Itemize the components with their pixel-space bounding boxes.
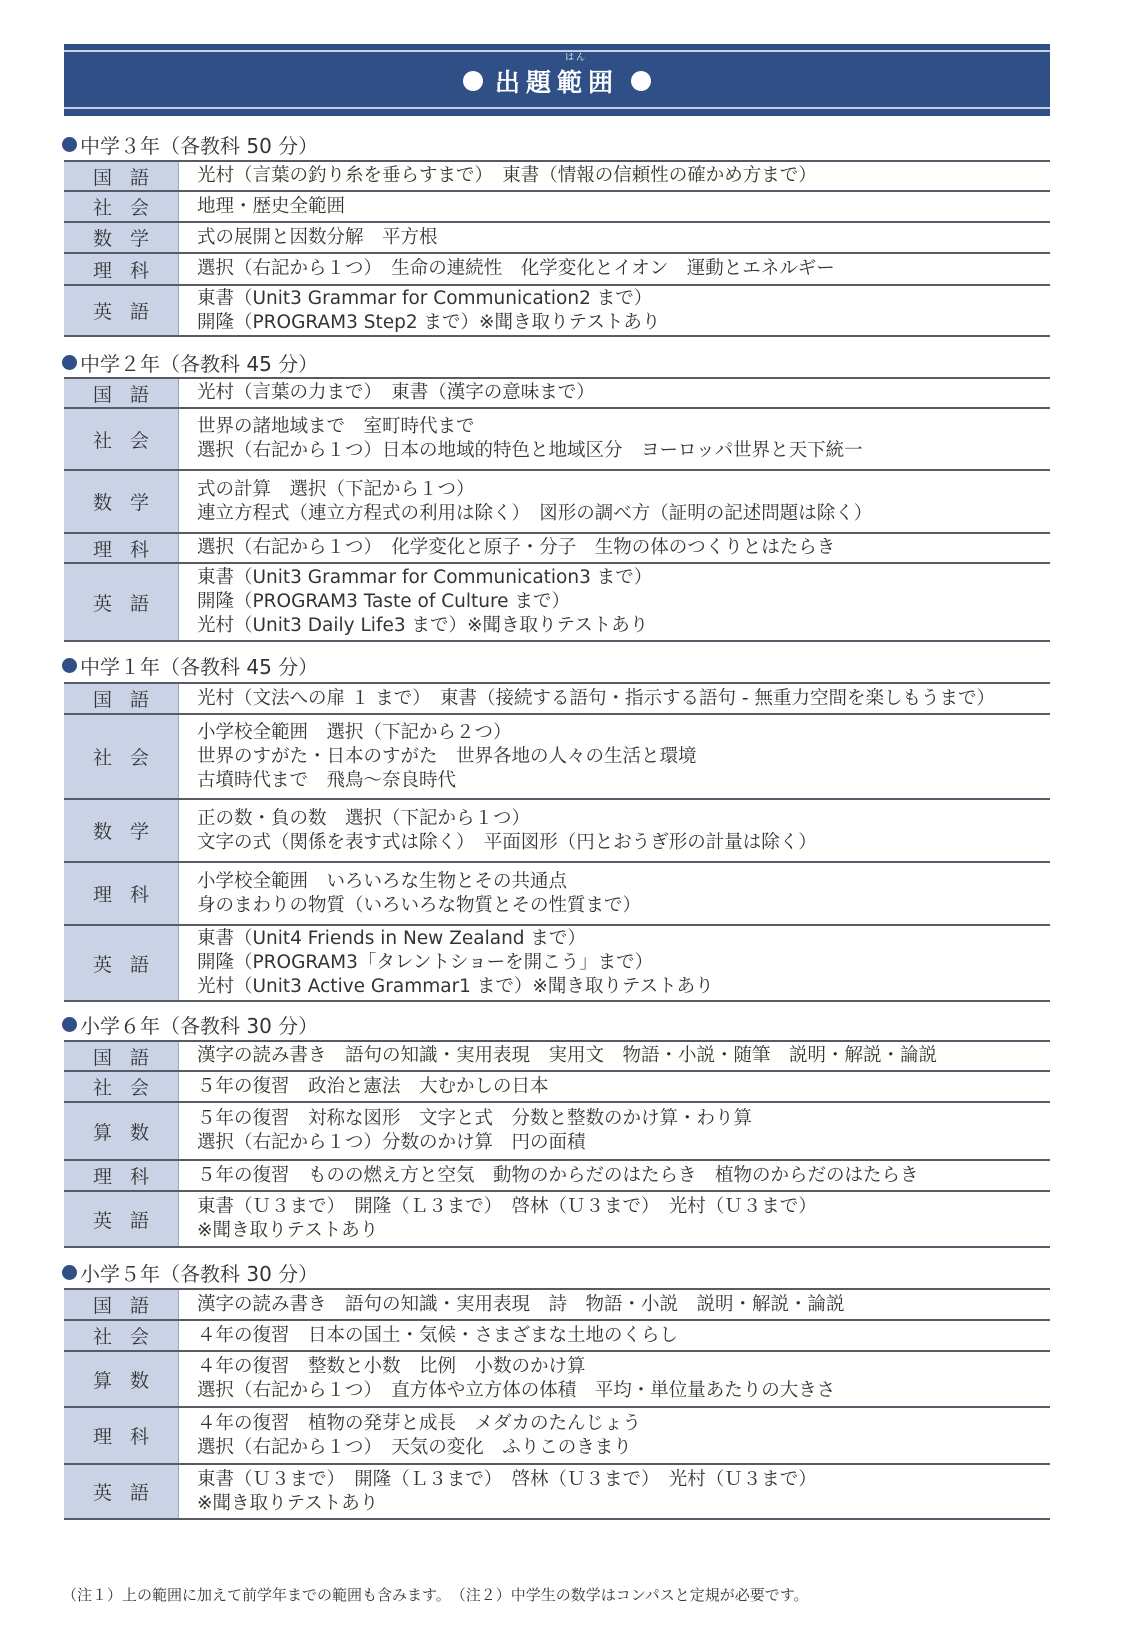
content-line: 選択（右記から１つ） 生命の連続性 化学変化とイオン 運動とエネルギー (197, 258, 835, 279)
footnotes: （注１）上の範囲に加えて前学年までの範囲も含みます。 （注２）中学生の数学はコンパスと定規が必要です。 (62, 1586, 809, 1604)
table-row (64, 861, 1050, 924)
content-cell (179, 534, 1050, 562)
page-title-text: 出題範囲 (494, 68, 619, 97)
bullet-dot-icon (631, 71, 651, 91)
content-cell (179, 1321, 1050, 1350)
content-line: 選択（右記から１つ） 天気の変化 ふりこのきまり (197, 1436, 632, 1458)
table-row (64, 798, 1050, 861)
table-row (64, 1190, 1050, 1248)
content-cell (179, 379, 1050, 407)
section-heading-text: 小学５年（各教科 30 分） (80, 1261, 319, 1286)
subject-cell: 理科 (64, 1408, 179, 1463)
content-cell (179, 162, 1050, 190)
content-line: ※聞き取りテストあり (197, 1492, 379, 1514)
subject-cell: 社会 (64, 1072, 179, 1101)
content-line: 東書（Unit3 Grammar for Communication2 まで） (197, 287, 653, 309)
table-row (64, 1463, 1050, 1520)
table-row (64, 190, 1050, 221)
subject-cell: 英語 (64, 1465, 179, 1518)
bullet-circle-icon (62, 1265, 77, 1280)
content-line: 正の数・負の数 選択（下記から１つ） (197, 807, 531, 829)
content-line: 光村（文法への扉 １ まで） 東書（接続する語句・指示する語句 - 無重力空間を楽しもうまで） (197, 687, 995, 709)
subject-cell: 理科 (64, 1161, 179, 1190)
table-row (64, 1070, 1050, 1101)
content-line: ４年の復習 整数と小数 比例 小数のかけ算 (197, 1356, 586, 1377)
table-row (64, 1319, 1050, 1350)
bullet-circle-icon (62, 137, 77, 152)
content-line: 古墳時代まで 飛鳥～奈良時代 (197, 769, 457, 791)
content-cell (179, 684, 1050, 713)
page-title (494, 53, 619, 99)
content-cell (179, 254, 1050, 284)
subject-cell: 国語 (64, 162, 179, 190)
subject-cell: 国語 (64, 1042, 179, 1070)
content-line: ５年の復習 政治と憲法 大むかしの日本 (197, 1075, 549, 1097)
section-heading-text: 中学１年（各教科 45 分） (80, 654, 319, 679)
section-heading-text: 中学２年（各教科 45 分） (80, 351, 319, 376)
content-cell (179, 471, 1050, 532)
content-line: 漢字の読み書き 語句の知識・実用表現 実用文 物語・小説・随筆 説明・解説・論説 (197, 1045, 938, 1066)
subject-cell: 数学 (64, 800, 179, 861)
subject-cell: 社会 (64, 409, 179, 469)
content-line: 開隆（PROGRAM3 Step2 まで）※聞き取りテストあり (197, 311, 661, 333)
table-row (64, 407, 1050, 469)
table-row (64, 284, 1050, 337)
content-line: 小学校全範囲 選択（下記から２つ） (197, 721, 512, 743)
content-line: 選択（右記から１つ）日本の地域的特色と地域区分 ヨーロッパ世界と天下統一 (197, 440, 863, 461)
subject-cell: 国語 (64, 684, 179, 713)
content-line: 世界のすがた・日本のすがた 世界各地の人々の生活と環境 (197, 745, 697, 767)
subject-cell: 社会 (64, 715, 179, 798)
table-row (64, 924, 1050, 1002)
content-line: ５年の復習 ものの燃え方と空気 動物のからだのはたらき 植物のからだのはたらき (197, 1164, 919, 1186)
subject-cell: 社会 (64, 1321, 179, 1350)
subject-cell: 社会 (64, 192, 179, 221)
bullet-circle-icon (62, 1017, 77, 1032)
table-row (64, 1288, 1050, 1319)
content-line: 開隆（PROGRAM3「タレントショーを開こう」まで） (197, 952, 654, 973)
content-cell (179, 1408, 1050, 1463)
section-heading (62, 1011, 318, 1037)
subject-cell: 国語 (64, 379, 179, 407)
content-cell (179, 1161, 1050, 1190)
content-cell (179, 800, 1050, 861)
content-line: ４年の復習 植物の発芽と成長 メダカのたんじょう (197, 1412, 642, 1434)
content-cell (179, 1192, 1050, 1246)
table-row (64, 1350, 1050, 1406)
subject-cell: 数学 (64, 223, 179, 252)
content-line: 選択（右記から１つ） 化学変化と原子・分子 生物の体のつくりとはたらき (197, 537, 836, 558)
section-heading (62, 1259, 318, 1285)
content-line: 世界の諸地域まで 室町時代まで (197, 416, 475, 437)
section-heading-text: 小学６年（各教科 30 分） (80, 1013, 319, 1038)
content-line: 東書（Ｕ３まで） 開隆（Ｌ３まで） 啓林（Ｕ３まで） 光村（Ｕ３まで） (197, 1468, 817, 1490)
content-line: 文字の式（関係を表す式は除く） 平面図形（円とおうぎ形の計量は除く） (197, 831, 817, 853)
content-cell (179, 409, 1050, 469)
content-line: 選択（右記から１つ） 直方体や立方体の体積 平均・単位量あたりの大きさ (197, 1380, 836, 1401)
section-heading (62, 131, 318, 157)
content-cell (179, 223, 1050, 252)
content-line: ※聞き取りテストあり (197, 1220, 379, 1241)
table-row (64, 562, 1050, 642)
subject-cell: 英語 (64, 286, 179, 335)
content-cell (179, 564, 1050, 640)
subject-cell: 算数 (64, 1103, 179, 1159)
subject-cell: 理科 (64, 534, 179, 562)
banner-rule-top (64, 50, 1050, 52)
table-row (64, 1159, 1050, 1190)
table-row (64, 713, 1050, 798)
table-row (64, 221, 1050, 252)
content-line: 連立方程式（連立方程式の利用は除く） 図形の調べ方（証明の記述問題は除く） (197, 502, 873, 524)
content-line: 式の展開と因数分解 平方根 (197, 226, 438, 248)
table-row (64, 377, 1050, 407)
bullet-circle-icon (62, 658, 77, 673)
content-line: 地理・歴史全範囲 (197, 195, 346, 217)
subject-cell: 英語 (64, 1192, 179, 1246)
content-cell (179, 1290, 1050, 1319)
content-line: 光村（Unit3 Daily Life3 まで）※聞き取りテストあり (197, 615, 649, 636)
content-line: 光村（Unit3 Active Grammar1 まで）※聞き取りテストあり (197, 976, 714, 997)
table-row (64, 682, 1050, 713)
content-line: ４年の復習 日本の国土・気候・さまざまな土地のくらし (197, 1324, 679, 1346)
section-heading (62, 652, 318, 678)
content-cell (179, 863, 1050, 924)
content-line: 光村（言葉の釣り糸を垂らすまで） 東書（情報の信頼性の確かめ方まで） (197, 165, 817, 186)
title-ruby: はん (564, 53, 587, 63)
content-line: 東書（Unit4 Friends in New Zealand まで） (197, 928, 586, 949)
section-heading (62, 349, 318, 375)
content-line: 光村（言葉の力まで） 東書（漢字の意味まで） (197, 382, 595, 403)
bullet-circle-icon (62, 355, 77, 370)
content-line: ５年の復習 対称な図形 文字と式 分数と整数のかけ算・わり算 (197, 1108, 753, 1129)
content-cell (179, 715, 1050, 798)
table-row (64, 1040, 1050, 1070)
content-cell (179, 1352, 1050, 1406)
subject-cell: 算数 (64, 1352, 179, 1406)
content-cell (179, 1042, 1050, 1070)
subject-cell: 数学 (64, 471, 179, 532)
content-line: 式の計算 選択（下記から１つ） (197, 478, 475, 500)
content-line: 東書（Unit3 Grammar for Communication3 まで） (197, 567, 653, 588)
table-row (64, 160, 1050, 190)
content-line: 選択（右記から１つ）分数のかけ算 円の面積 (197, 1132, 586, 1153)
content-cell (179, 1465, 1050, 1518)
content-cell (179, 1072, 1050, 1101)
table-row (64, 532, 1050, 562)
content-cell (179, 286, 1050, 335)
content-cell (179, 926, 1050, 1000)
content-line: 開隆（PROGRAM3 Taste of Culture まで） (197, 591, 570, 612)
banner-rule-bottom (64, 107, 1050, 109)
content-line: 小学校全範囲 いろいろな生物とその共通点 (197, 870, 568, 892)
content-cell (179, 1103, 1050, 1159)
subject-cell: 理科 (64, 863, 179, 924)
header-banner (64, 44, 1050, 116)
content-line: 身のまわりの物質（いろいろな物質とその性質まで） (197, 894, 642, 916)
subject-cell: 国語 (64, 1290, 179, 1319)
section-heading-text: 中学３年（各教科 50 分） (80, 133, 319, 158)
table-row (64, 469, 1050, 532)
table-row (64, 252, 1050, 284)
subject-cell: 理科 (64, 254, 179, 284)
subject-cell: 英語 (64, 564, 179, 640)
table-row (64, 1406, 1050, 1463)
table-row (64, 1101, 1050, 1159)
subject-cell: 英語 (64, 926, 179, 1000)
content-line: 漢字の読み書き 語句の知識・実用表現 詩 物語・小説 説明・解説・論説 (197, 1293, 845, 1315)
bullet-dot-icon (463, 71, 483, 91)
content-cell (179, 192, 1050, 221)
content-line: 東書（Ｕ３まで） 開隆（Ｌ３まで） 啓林（Ｕ３まで） 光村（Ｕ３まで） (197, 1196, 817, 1217)
